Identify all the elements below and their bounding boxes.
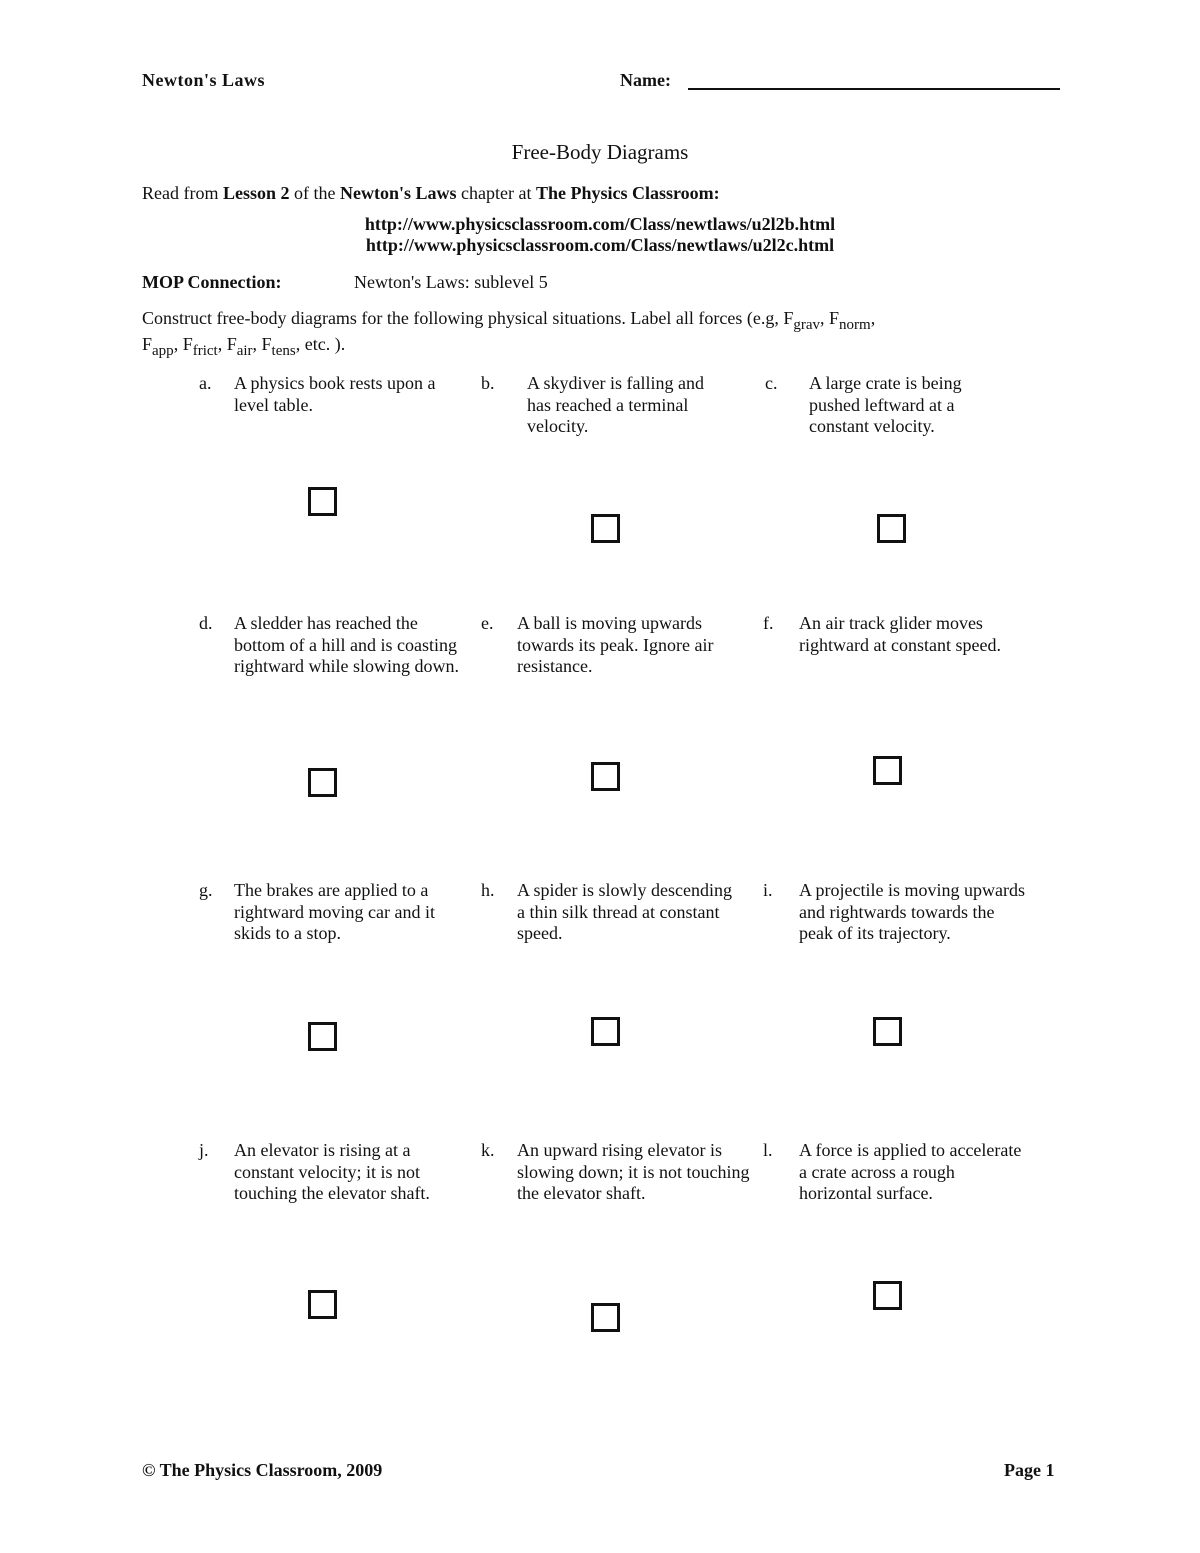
force-symbol: F	[226, 334, 237, 354]
force-subscript: tens	[271, 343, 296, 359]
diagram-box-d[interactable]	[308, 768, 337, 797]
diagram-box-f[interactable]	[873, 756, 902, 785]
instructions	[142, 305, 1062, 357]
item-letter-g: g.	[199, 880, 213, 900]
force-symbol: F	[829, 308, 840, 328]
item-letter-h: h.	[481, 880, 495, 900]
item-text-j: An elevator is rising at a constant velocity; it is not touching the elevator shaft.	[234, 1140, 430, 1203]
item-text-e: A ball is moving upwards towards its peak. Ignore air resistance.	[517, 613, 714, 676]
diagram-box-k[interactable]	[591, 1303, 620, 1332]
item-letter-b: b.	[481, 373, 495, 393]
diagram-box-c[interactable]	[877, 514, 906, 543]
force-subscript: frict	[192, 343, 218, 359]
mop-connection-value: Newton's Laws: sublevel 5	[354, 272, 548, 292]
item-letter-c: c.	[765, 373, 778, 393]
force-symbol: F	[142, 334, 153, 354]
force-subscript: app	[152, 343, 174, 359]
footer-copyright: © The Physics Classroom, 2009	[142, 1460, 383, 1480]
diagram-box-j[interactable]	[308, 1290, 337, 1319]
intro-site: The Physics Classroom:	[535, 183, 720, 203]
force-subscript: norm	[839, 317, 871, 333]
diagram-box-b[interactable]	[591, 514, 620, 543]
intro-read-from: Read from	[142, 183, 219, 203]
item-text-l: A force is applied to accelerate a crate across a rough horizontal surface.	[799, 1140, 1022, 1203]
name-label: Name:	[620, 70, 671, 90]
chapter-header: Newton's Laws	[142, 70, 266, 90]
item-letter-j: j.	[199, 1140, 209, 1160]
item-text-g: The brakes are applied to a rightward moving car and it skids to a stop.	[234, 880, 435, 943]
force-subscript: air	[236, 343, 253, 359]
item-text-f: An air track glider moves rightward at constant speed.	[799, 613, 1001, 655]
item-letter-f: f.	[763, 613, 774, 633]
item-text-i: A projectile is moving upwards and rightwards towards the peak of its trajectory.	[799, 880, 1025, 943]
diagram-box-a[interactable]	[308, 487, 337, 516]
force-separator: ,	[217, 334, 227, 354]
intro-chapter: Newton's Laws	[339, 183, 457, 203]
item-text-h: A spider is slowly descending a thin silk thread at constant speed.	[517, 880, 732, 943]
diagram-box-i[interactable]	[873, 1017, 902, 1046]
intro-chapter-at: chapter at	[461, 183, 532, 203]
mop-connection-label: MOP Connection:	[142, 272, 282, 292]
item-letter-e: e.	[481, 613, 494, 633]
intro-lesson: Lesson 2	[222, 183, 290, 203]
item-letter-a: a.	[199, 373, 212, 393]
force-subscript: grav	[793, 317, 820, 333]
diagram-box-l[interactable]	[873, 1281, 902, 1310]
item-text-k: An upward rising elevator is slowing down; it is not touching the elevator shaft.	[517, 1140, 750, 1203]
name-blank-line[interactable]	[688, 88, 1060, 90]
force-separator: ,	[173, 334, 183, 354]
item-text-b: A skydiver is falling and has reached a terminal velocity.	[527, 373, 704, 436]
item-text-d: A sledder has reached the bottom of a hill and is coasting rightward while slowing down.	[234, 613, 459, 676]
force-symbol: F	[261, 334, 272, 354]
item-text-a: A physics book rests upon a level table.	[234, 373, 436, 415]
force-symbol: F	[182, 334, 193, 354]
instructions-end: etc. ).	[304, 334, 346, 354]
reading-intro	[142, 183, 720, 204]
reading-link-2[interactable]: http://www.physicsclassroom.com/Class/newtlaws/u2l2c.html	[365, 235, 835, 255]
page-title: Free-Body Diagrams	[511, 140, 689, 164]
force-separator: ,	[252, 334, 262, 354]
item-letter-l: l.	[763, 1140, 773, 1160]
item-letter-d: d.	[199, 613, 213, 633]
force-separator: ,	[295, 334, 305, 354]
item-letter-i: i.	[763, 880, 773, 900]
force-separator: ,	[870, 308, 876, 328]
diagram-box-h[interactable]	[591, 1017, 620, 1046]
item-letter-k: k.	[481, 1140, 495, 1160]
item-text-c: A large crate is being pushed leftward at a constant velocity.	[809, 373, 962, 436]
force-symbol: F	[783, 308, 794, 328]
diagram-box-e[interactable]	[591, 762, 620, 791]
intro-of-the: of the	[294, 183, 336, 203]
reading-link-1[interactable]: http://www.physicsclassroom.com/Class/newtlaws/u2l2b.html	[364, 214, 836, 234]
force-separator: ,	[820, 308, 829, 328]
instructions-text: Construct free-body diagrams for the following physical situations. Label all forces (e.g,	[142, 308, 784, 328]
diagram-box-g[interactable]	[308, 1022, 337, 1051]
footer-page-number: Page 1	[1004, 1460, 1055, 1480]
